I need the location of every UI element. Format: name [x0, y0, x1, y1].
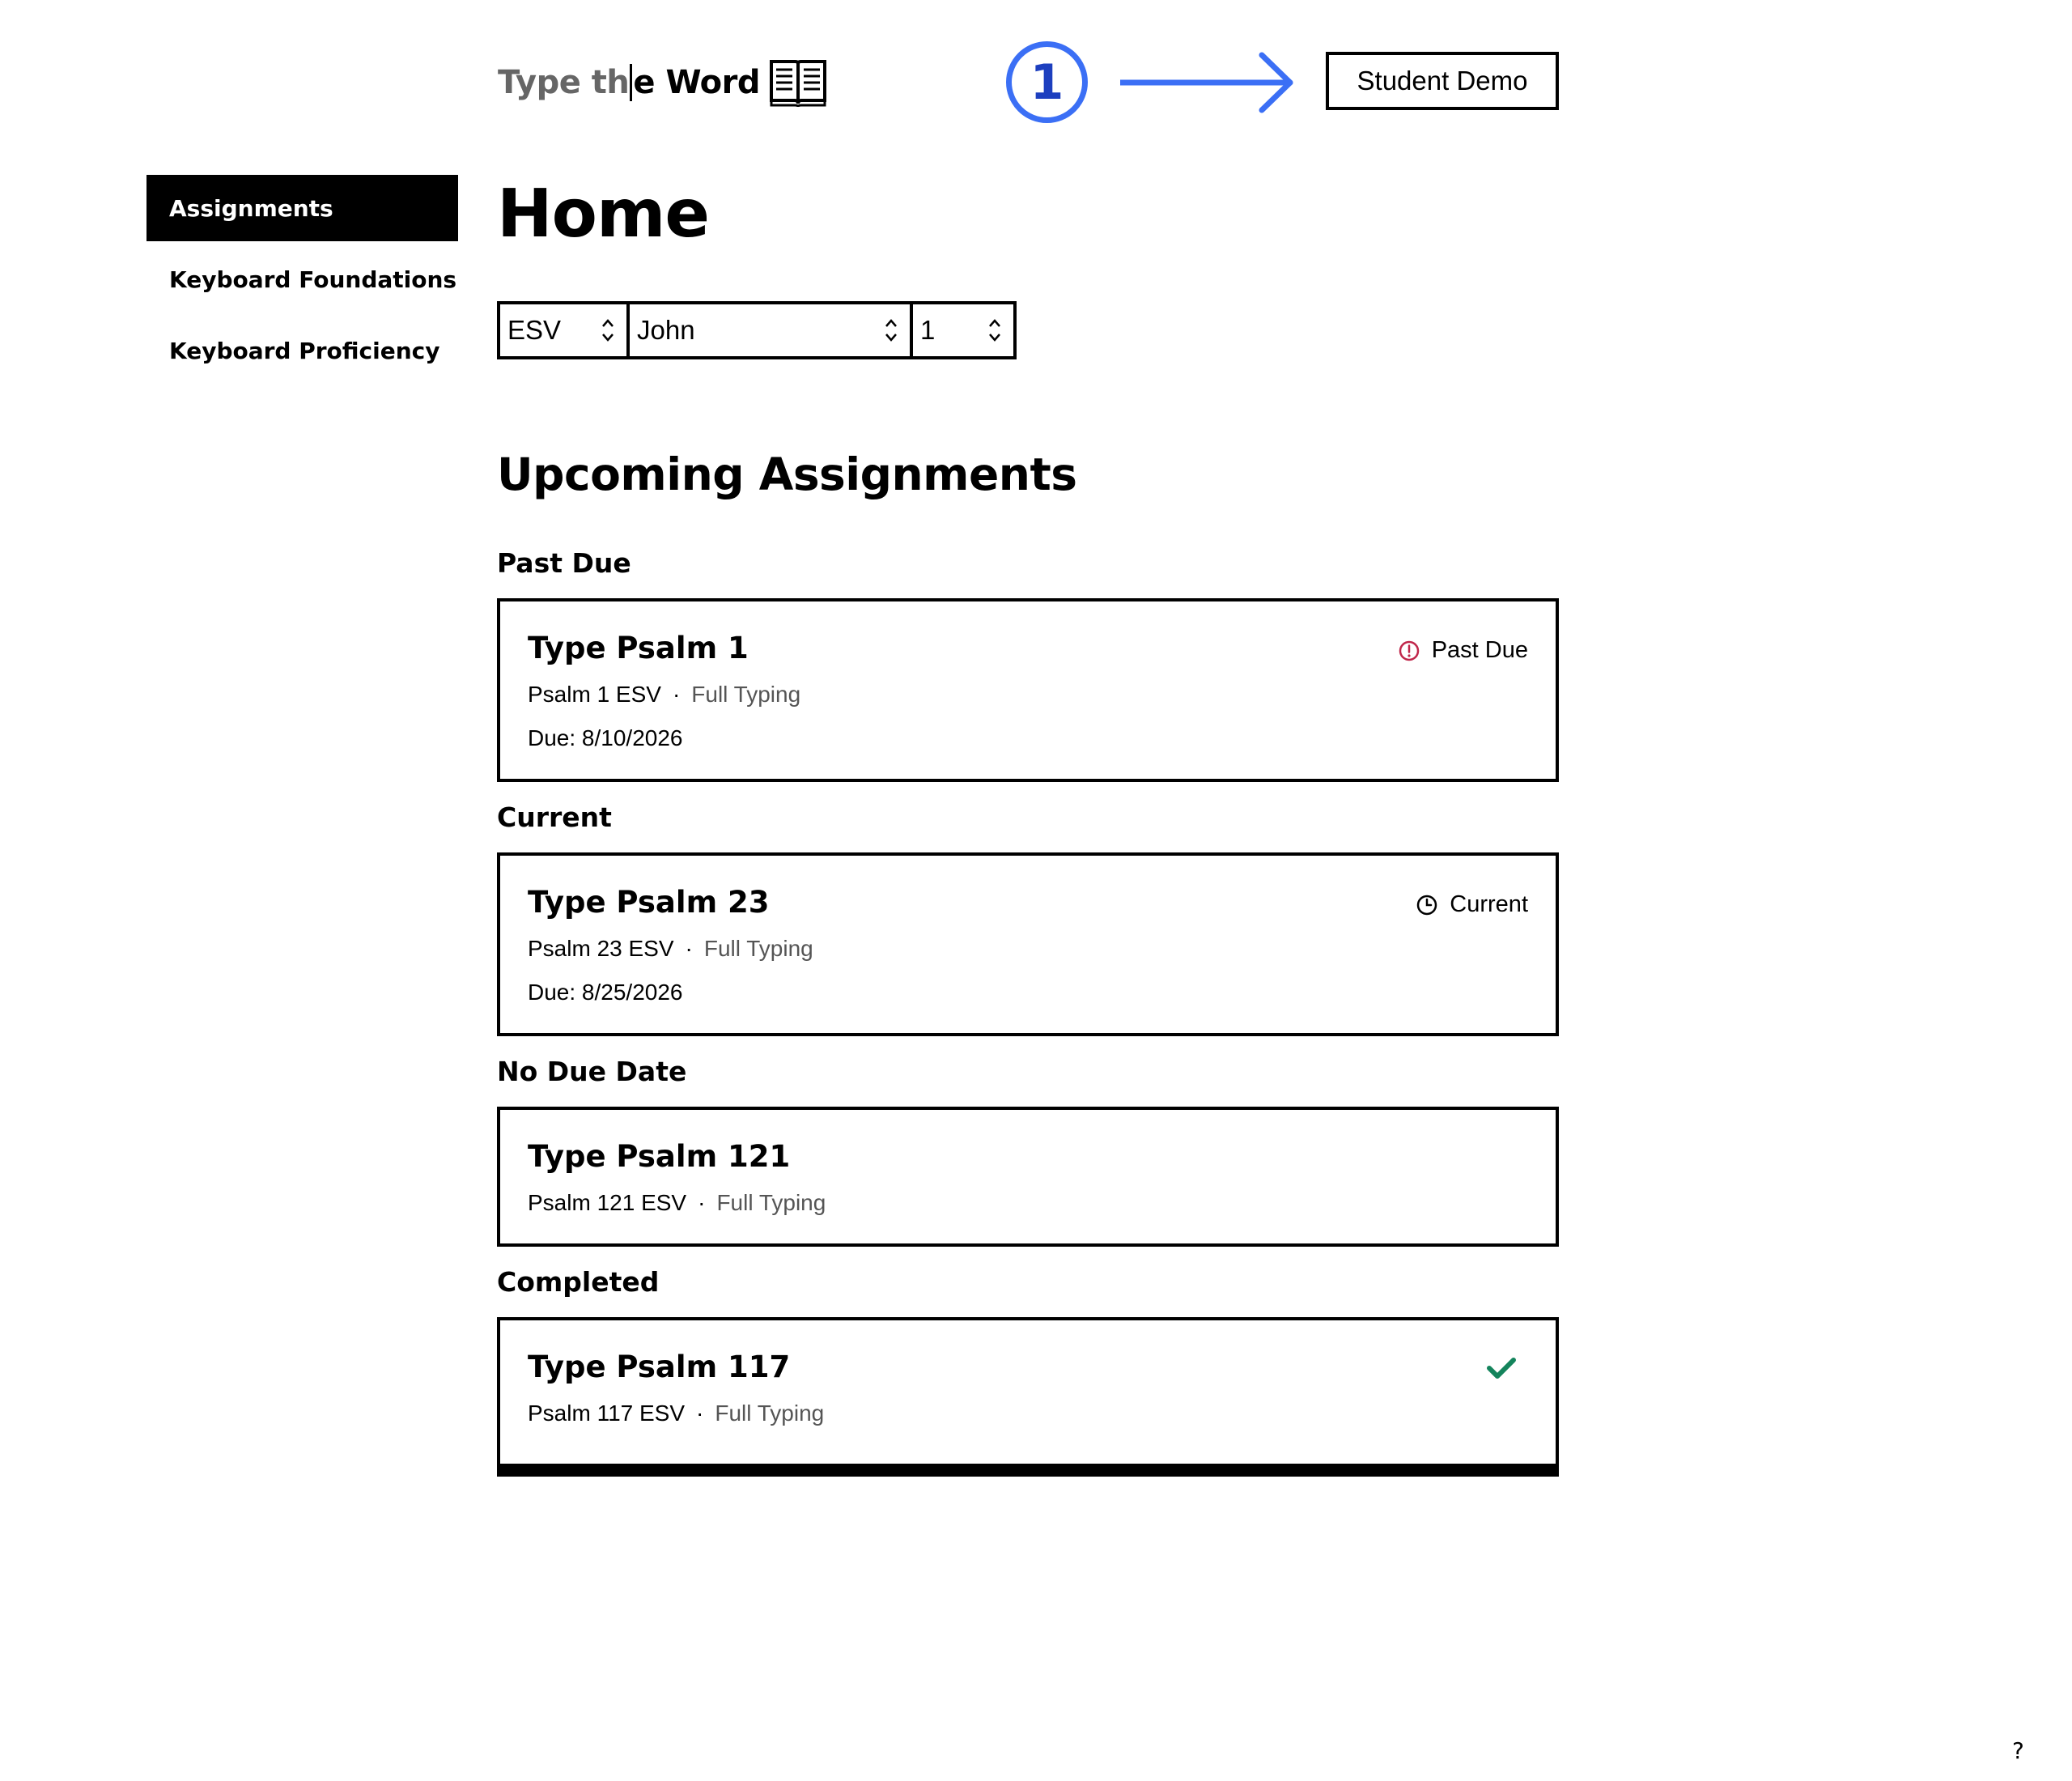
assignment-title: Type Psalm 121: [528, 1139, 791, 1174]
assignment-mode: Full Typing: [716, 1190, 826, 1215]
sidebar-item-assignments[interactable]: [146, 175, 458, 241]
help-button[interactable]: ?: [2012, 1737, 2024, 1764]
logo-text-part1: Type th: [498, 64, 630, 101]
user-menu-label: Student Demo: [1357, 66, 1528, 96]
open-book-icon: [768, 57, 828, 108]
text-cursor: [630, 64, 632, 101]
chapter-select-value: 1: [920, 315, 936, 345]
user-menu-button[interactable]: [1326, 52, 1559, 110]
assignment-mode: Full Typing: [703, 936, 813, 961]
sidebar-item-label: Keyboard Foundations: [169, 266, 457, 293]
assignment-mode: Full Typing: [691, 682, 801, 707]
assignment-meta: [528, 1401, 1528, 1426]
checkmark-icon: [1486, 1356, 1517, 1380]
separator-dot: ·: [672, 682, 681, 707]
assignment-meta: [528, 936, 1528, 962]
book-select[interactable]: [626, 301, 913, 359]
assignment-meta: [528, 1190, 1528, 1216]
group-label-current: Current: [497, 801, 612, 833]
assignment-passage: Psalm 117 ESV: [528, 1401, 686, 1426]
chapter-select[interactable]: [910, 301, 1017, 359]
arrow-right-icon: [1120, 50, 1298, 115]
sidebar-item-keyboard-proficiency[interactable]: [146, 317, 458, 384]
separator-dot: ·: [696, 1401, 704, 1426]
logo-text-part2: e Word: [633, 64, 760, 101]
sidebar-nav: [146, 175, 458, 389]
chevron-up-down-icon: [987, 317, 1002, 344]
assignment-title: Type Psalm 1: [528, 631, 749, 665]
assignment-title: Type Psalm 23: [528, 885, 770, 920]
assignment-passage: Psalm 121 ESV: [528, 1190, 687, 1215]
assignment-due-date: Due: 8/10/2026: [528, 725, 683, 750]
assignment-title: Type Psalm 117: [528, 1350, 791, 1384]
assignment-due-date: Due: 8/25/2026: [528, 980, 683, 1005]
group-label-completed: Completed: [497, 1266, 660, 1298]
assignment-meta: [528, 682, 1528, 708]
assignment-passage: Psalm 1 ESV: [528, 682, 661, 707]
assignment-card[interactable]: [497, 852, 1559, 1036]
group-label-no-due-date: No Due Date: [497, 1056, 687, 1087]
annotation-step-marker: [1006, 41, 1088, 123]
annotation-number: 1: [1030, 53, 1064, 111]
status-badge: [1486, 1356, 1528, 1380]
clock-icon: [1416, 894, 1438, 916]
status-label: Past Due: [1431, 637, 1528, 663]
sidebar-item-label: Keyboard Proficiency: [169, 337, 440, 364]
assignment-passage: Psalm 23 ESV: [528, 936, 674, 961]
chevron-up-down-icon: [884, 317, 898, 344]
book-select-value: John: [637, 315, 695, 345]
sidebar-item-label: Assignments: [169, 194, 333, 222]
assignment-card[interactable]: [497, 1107, 1559, 1247]
page-title: Home: [497, 176, 710, 253]
passage-selectors: [497, 301, 1559, 359]
status-badge: [1416, 891, 1528, 918]
version-select-value: ESV: [507, 315, 562, 345]
chevron-up-down-icon: [601, 317, 615, 344]
status-label: Current: [1450, 891, 1528, 917]
assignment-mode: Full Typing: [715, 1401, 825, 1426]
group-label-past-due: Past Due: [497, 547, 631, 579]
main-content: [497, 170, 1559, 1477]
app-logo[interactable]: [498, 57, 828, 108]
assignment-card[interactable]: [497, 598, 1559, 782]
section-title: Upcoming Assignments: [497, 448, 1077, 500]
status-badge: [1398, 637, 1528, 664]
separator-dot: ·: [685, 936, 693, 961]
version-select[interactable]: [497, 301, 630, 359]
sidebar-item-keyboard-foundations[interactable]: [146, 246, 458, 312]
alert-circle-icon: [1398, 640, 1420, 662]
assignment-card[interactable]: [497, 1317, 1559, 1477]
separator-dot: ·: [698, 1190, 706, 1215]
